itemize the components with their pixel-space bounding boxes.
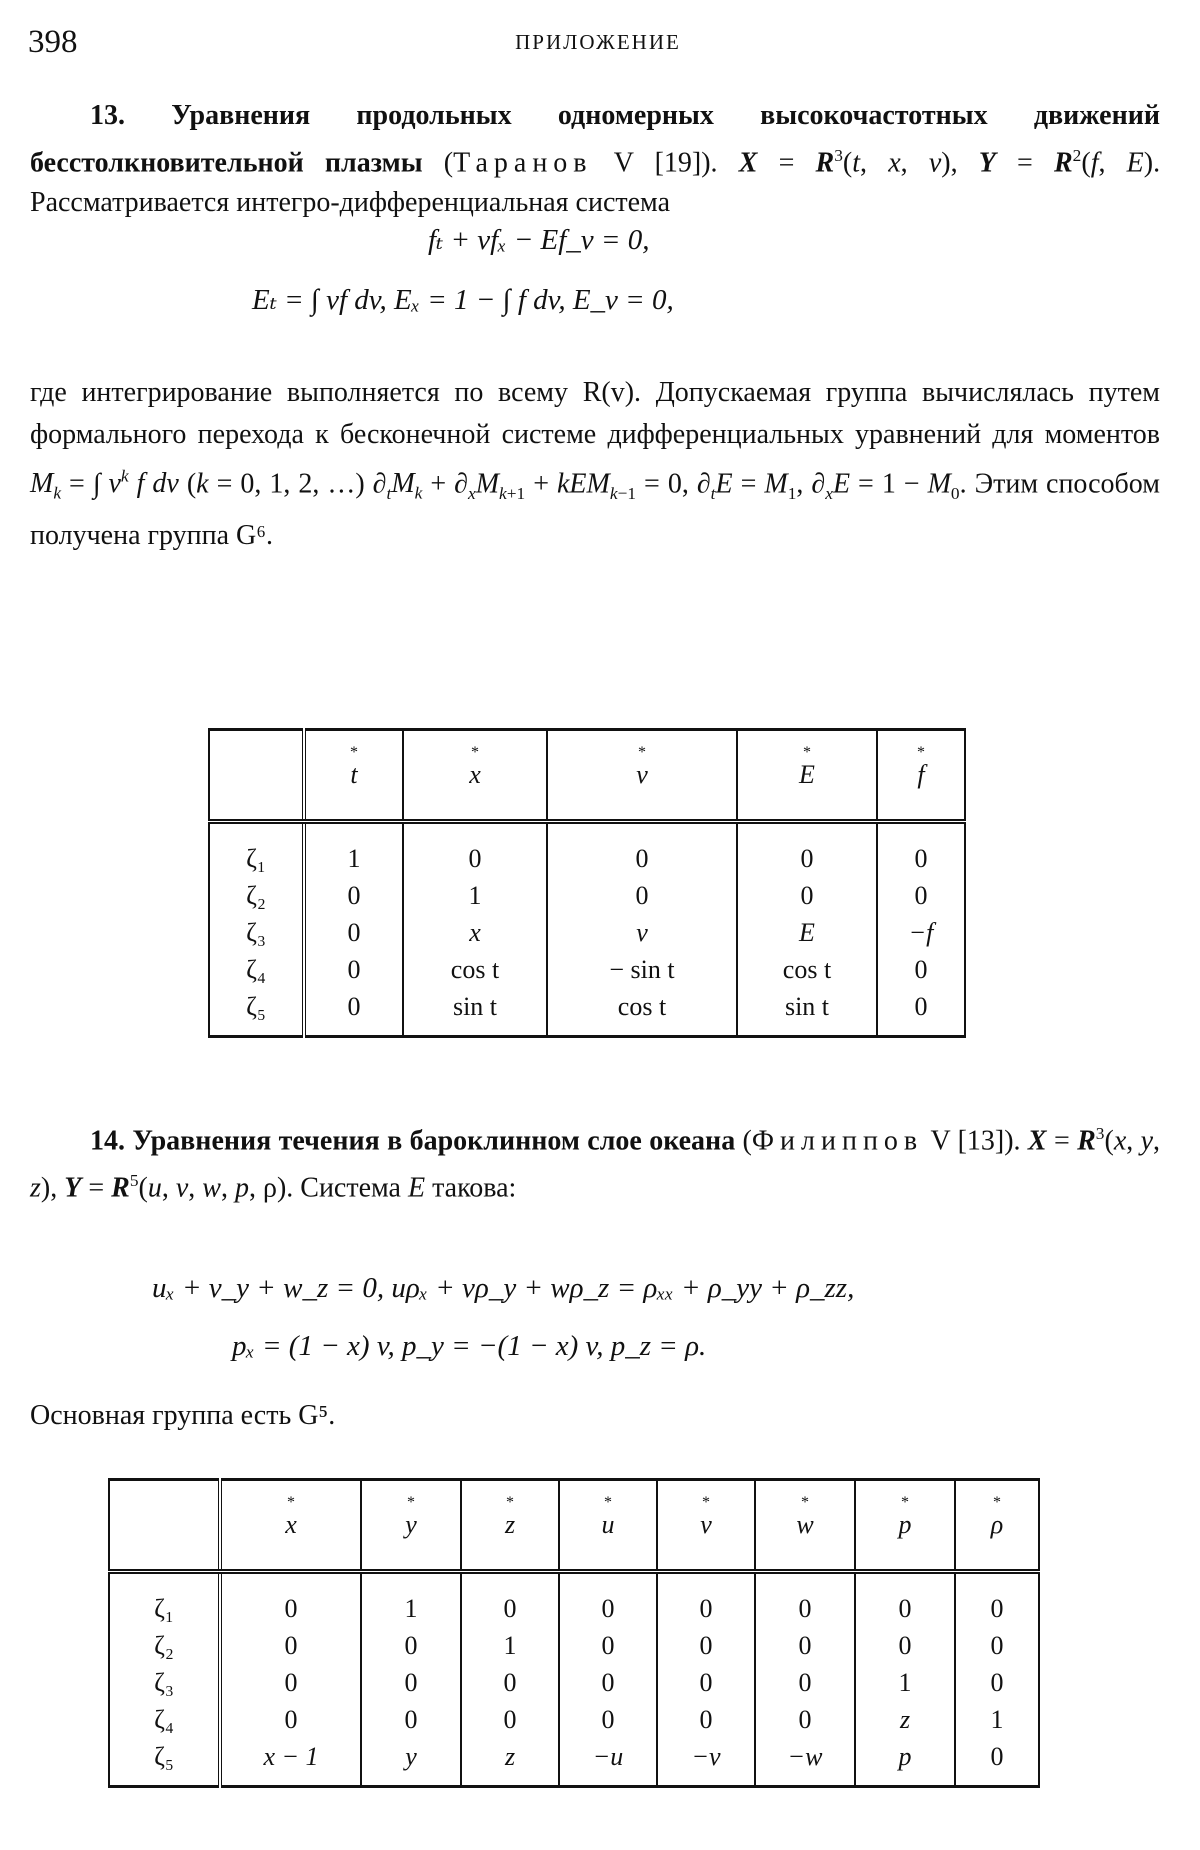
table-cell: 0 [955,1627,1039,1664]
table-cell: 0 [220,1701,361,1738]
table-14-header-label: * p [899,1510,912,1540]
table-cell: z [461,1738,559,1787]
row-label: ζ₂ [109,1627,220,1664]
table-cell: 0 [955,1572,1039,1628]
table-cell: z [855,1701,955,1738]
table-14-header-cell [955,1480,1039,1572]
table-row [209,914,965,951]
table-cell: 0 [877,877,965,914]
table-cell: 1 [955,1701,1039,1738]
table-cell: 0 [220,1572,361,1628]
table-cell: 0 [461,1572,559,1628]
table-14-header-label: * ρ [991,1510,1003,1540]
table-cell: cos t [547,988,737,1037]
table-cell: p [855,1738,955,1787]
row-label: ζ₃ [209,914,304,951]
table-cell: 0 [361,1701,461,1738]
table-14-header-label: * x [285,1510,297,1540]
section14-main-group-text: Основная группа есть G⁵. [30,1400,336,1431]
row-label: ζ₂ [209,877,304,914]
table-cell: 0 [737,877,877,914]
section14-number: 14. [90,1125,125,1157]
section13-number: 13. [90,100,125,131]
table-cell: x [403,914,547,951]
table-13-header-cell [209,730,304,822]
table-cell: 0 [304,914,403,951]
row-label: ζ₃ [109,1664,220,1701]
table-cell: 0 [361,1627,461,1664]
table-cell: −v [657,1738,755,1787]
table-cell: 0 [547,822,737,878]
table-cell: 0 [877,988,965,1037]
table-13 [208,728,966,1038]
table-cell: v [547,914,737,951]
table-cell: 0 [955,1738,1039,1787]
table-cell: 0 [855,1572,955,1628]
table-row [109,1572,1039,1628]
section13-lead: Рассматривается интегро-дифференциальная система [30,187,671,219]
table-13-header-cell [737,730,877,822]
table-cell: 0 [877,822,965,878]
table-cell: 0 [403,822,547,878]
table-cell: 0 [304,988,403,1037]
table-cell: sin t [403,988,547,1037]
running-title: ПРИЛОЖЕНИЕ [515,30,681,54]
table-14-header-cell [657,1480,755,1572]
table-row [209,988,965,1037]
table-cell: 0 [304,877,403,914]
table-row [209,951,965,988]
table-14-header-label: * u [602,1510,615,1540]
table-cell: 0 [547,877,737,914]
table-cell: 0 [461,1664,559,1701]
table-13-header-label: * E [799,760,815,790]
table-cell: x − 1 [220,1738,361,1787]
table-cell: 0 [755,1664,855,1701]
table-cell: 1 [855,1664,955,1701]
table-cell: 0 [220,1627,361,1664]
table-13-header-label: * v [636,760,648,790]
table-14-header-label: * w [796,1510,813,1540]
table-14-header-label: * z [505,1510,515,1540]
section14-system-word: Система [300,1172,401,1204]
table-cell: −w [755,1738,855,1787]
section14-title: Уравнения течения в бароклинном слое океана [132,1125,736,1157]
table-row [109,1627,1039,1664]
section14-author: Филиппов [751,1125,924,1157]
section13-ref: V [19]). [613,147,718,179]
section13-equation-1: fₜ + vfₓ − Ef_v = 0, [428,224,650,256]
row-label: ζ₅ [209,988,304,1037]
section14-main-group [30,1396,1160,1436]
table-cell: 1 [304,822,403,878]
row-label: ζ₄ [109,1701,220,1738]
page-number: 398 [28,24,78,60]
table-13-header-cell [877,730,965,822]
table-cell: 0 [855,1627,955,1664]
table-14-header-cell [220,1480,361,1572]
table-cell: cos t [403,951,547,988]
table-row [109,1701,1039,1738]
table-cell: 1 [403,877,547,914]
table-cell: 0 [755,1572,855,1628]
table-cell: 0 [877,951,965,988]
table-cell: 0 [657,1572,755,1628]
section13-heading: 13. Уравнения продольных одномерных высокочастотных движений бесстолкновительной плазмы (Таранов V [19]). $X = R^3(t$, x, v), $Y = R^2(f$, E). Рассматривается интегро-дифференциальная система [30,100,1161,219]
table-cell: 0 [559,1664,657,1701]
table-cell: 0 [304,951,403,988]
table-14-header-label: * v [700,1510,712,1540]
table-14-header-cell [461,1480,559,1572]
table-14-header-cell [559,1480,657,1572]
table-cell: E [737,914,877,951]
table-cell: 0 [755,1627,855,1664]
table-14-header-label: * y [405,1510,417,1540]
table-13-header-label: * f [917,760,924,790]
table-cell: 0 [657,1701,755,1738]
table-13-header-cell [403,730,547,822]
running-head [28,24,1168,64]
row-label: ζ₅ [109,1738,220,1787]
table-cell: 0 [559,1572,657,1628]
table-13-header-label: * x [469,760,481,790]
table-cell: 1 [361,1572,461,1628]
table-row [209,822,965,878]
table-14-header-cell [855,1480,955,1572]
table-cell: −f [877,914,965,951]
table-cell: y [361,1738,461,1787]
section14-equation-2: pₓ = (1 − x) v, p_y = −(1 − x) v, p_z = ρ. [232,1330,707,1362]
section13-tail: Этим способом получена группа G⁶. [30,468,1160,551]
table-cell: 0 [657,1627,755,1664]
table-cell: 1 [461,1627,559,1664]
table-13-header-row [209,730,965,822]
section13-title: Уравнения продольных одномерных высокочастотных движений бесстолкновительной плазмы [30,100,1160,179]
section14-ref: V [13]). [930,1125,1021,1157]
row-label: ζ₁ [209,822,304,878]
table-14 [108,1478,1040,1788]
table-cell: 0 [955,1664,1039,1701]
section13-author: Таранов [453,147,593,179]
table-cell: −u [559,1738,657,1787]
table-13-header-label: * t [350,760,357,790]
table-cell: 0 [737,822,877,878]
section14-takova: такова: [432,1172,517,1204]
section13-equation-2: Eₜ = ∫ vf dv, Eₓ = 1 − ∫ f dv, E_v = 0, [252,284,674,316]
table-cell: sin t [737,988,877,1037]
section14-heading: 14. Уравнения течения в бароклинном слое океана (Филиппов V [13]). $X = R^3(x$, y, z), $Y = R^5(u$, v, w, p, ρ). Система E такова: [30,1124,1161,1204]
section14-equation-1: uₓ + v_y + w_z = 0, uρₓ + vρ_y + wρ_z = ρₓₓ + ρ_yy + ρ_zz, [152,1272,855,1304]
table-cell: 0 [657,1664,755,1701]
table-14-header-cell [361,1480,461,1572]
table-row [109,1664,1039,1701]
row-label: ζ₄ [209,951,304,988]
row-label: ζ₁ [109,1572,220,1628]
table-14-header-cell [755,1480,855,1572]
table-cell: cos t [737,951,877,988]
table-14-header-row [109,1480,1039,1572]
table-row [209,877,965,914]
table-cell: 0 [559,1627,657,1664]
table-cell: 0 [220,1664,361,1701]
section13-body-text: где интегрирование выполняется по всему R(v). Допускаемая группа вычислялась путем формального перехода к бесконечной системе дифференциальных уравнений для моментов [30,377,1160,450]
table-14-header-cell [109,1480,220,1572]
section13-body: где интегрирование выполняется по всему R(v). Допускаемая группа вычислялась путем формального перехода к бесконечной системе дифференциальных уравнений для моментов $M_k$ = ∫ $v^k$ f dv (k = 0, 1, 2, …) $\partial_tM_k + \partial_xM_{k+1} + kEM_{k-1} = 0$, $\partial_tE = M_1$, $\partial_xE = 1 - M_0$. Этим способом получена группа G⁶. [30,377,1160,551]
table-13-header-cell [304,730,403,822]
table-cell: 0 [361,1664,461,1701]
table-row [109,1738,1039,1787]
table-cell: 0 [755,1701,855,1738]
table-cell: − sin t [547,951,737,988]
table-cell: 0 [461,1701,559,1738]
table-13-header-cell [547,730,737,822]
table-cell: 0 [559,1701,657,1738]
